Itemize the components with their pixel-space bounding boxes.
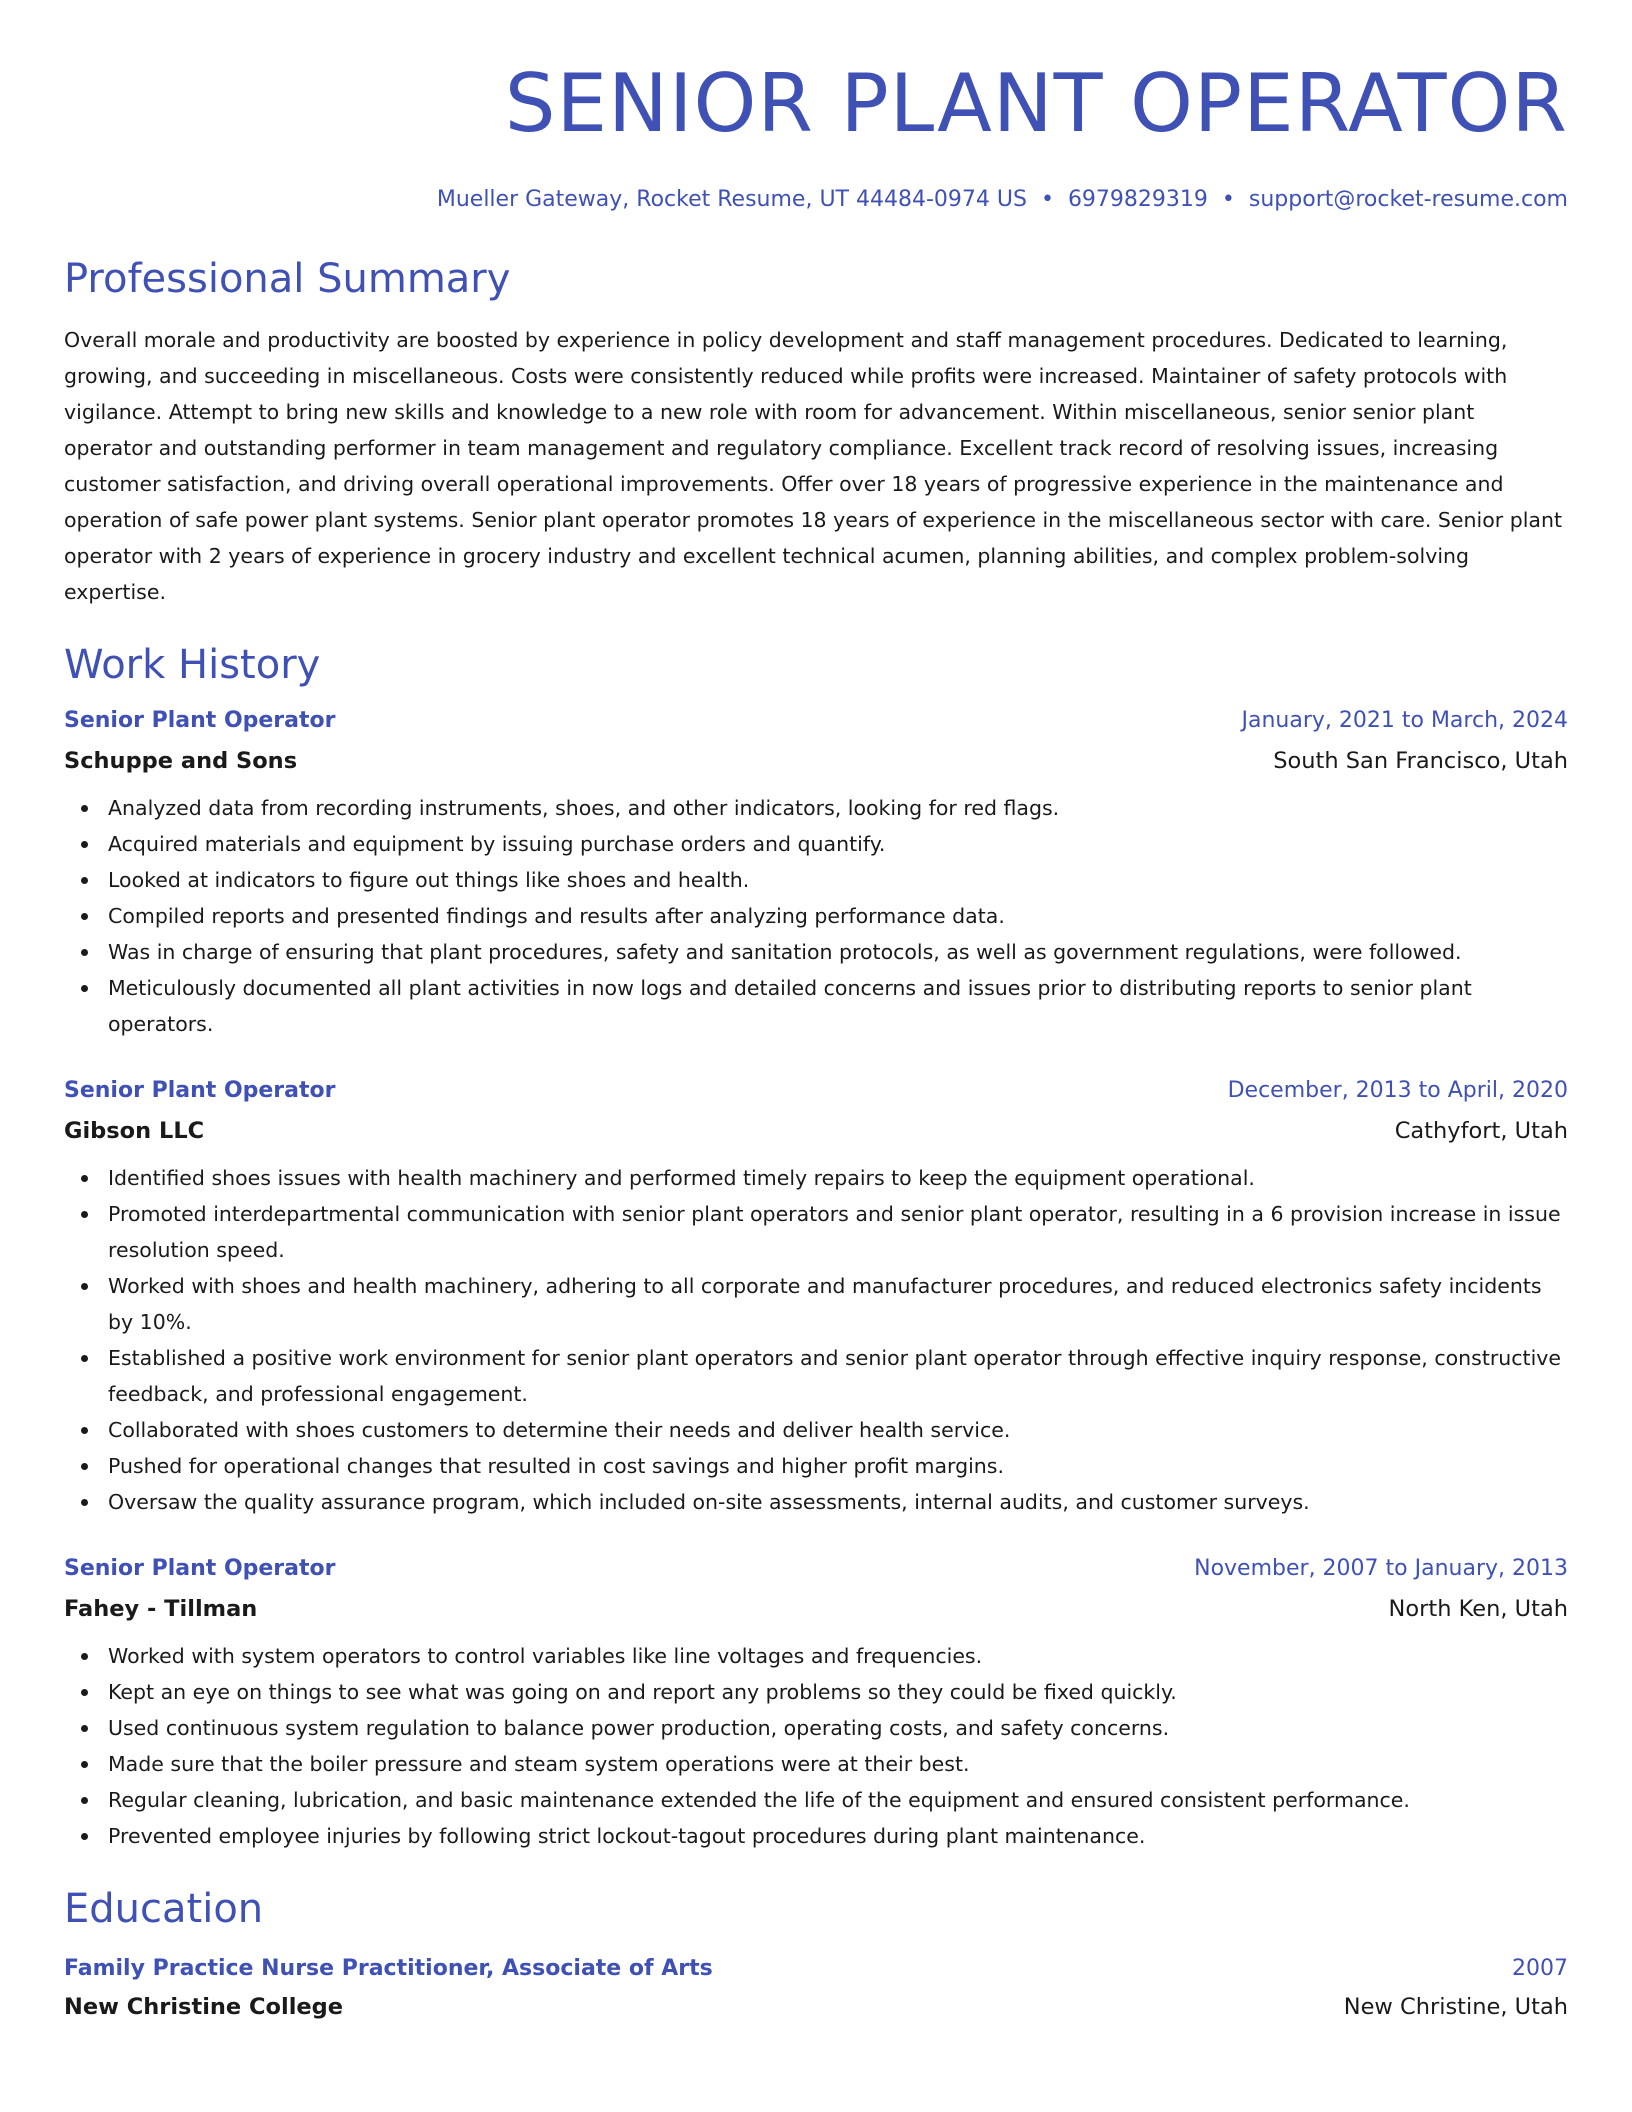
separator-1: • (1040, 187, 1054, 212)
job-entry (64, 706, 1568, 1042)
list-item: Pushed for operational changes that resulted in cost savings and higher profit margins. (64, 1448, 1568, 1484)
work-history-heading: Work History (64, 642, 321, 688)
education-school-row (64, 1984, 1568, 2022)
list-item: Acquired materials and equipment by issuing purchase orders and quantify. (64, 826, 1568, 862)
job-entry (64, 1076, 1568, 1520)
job-company: Fahey - Tillman (64, 1596, 258, 1622)
education-section (64, 1884, 1568, 2022)
list-item: Oversaw the quality assurance program, which included on-site assessments, internal audits, and customer surveys. (64, 1484, 1568, 1520)
job-dates: December, 2013 to April, 2020 (1227, 1078, 1568, 1103)
education-heading: Education (64, 1886, 264, 1932)
separator-2: • (1221, 187, 1235, 212)
job-header-row (64, 1554, 1568, 1584)
list-item: Regular cleaning, lubrication, and basic maintenance extended the life of the equipment and ensured consistent performance. (64, 1782, 1568, 1818)
list-item: Worked with shoes and health machinery, adhering to all corporate and manufacturer procedures, and reduced electronics safety incidents by 10%. (64, 1268, 1568, 1340)
list-item: Kept an eye on things to see what was going on and report any problems so they could be fixed quickly. (64, 1674, 1568, 1710)
education-location: New Christine, Utah (1343, 1994, 1568, 2020)
list-item: Collaborated with shoes customers to determine their needs and deliver health service. (64, 1412, 1568, 1448)
phone: 6979829319 (1067, 187, 1208, 212)
email-link[interactable]: support@rocket-resume.com (1248, 187, 1568, 212)
job-company: Gibson LLC (64, 1118, 205, 1144)
list-item: Prevented employee injuries by following strict lockout-tagout procedures during plant maintenance. (64, 1818, 1568, 1854)
list-item: Worked with system operators to control variables like line voltages and frequencies. (64, 1638, 1568, 1674)
address: Mueller Gateway, Rocket Resume, UT 44484-0974 US (436, 187, 1027, 212)
list-item: Compiled reports and presented findings and results after analyzing performance data. (64, 898, 1568, 934)
list-item: Was in charge of ensuring that plant procedures, safety and sanitation protocols, as well as government regulations, were followed. (64, 934, 1568, 970)
list-item: Identified shoes issues with health machinery and performed timely repairs to keep the equipment operational. (64, 1160, 1568, 1196)
job-company: Schuppe and Sons (64, 748, 298, 774)
page-title: SENIOR PLANT OPERATOR (504, 57, 1568, 150)
education-school: New Christine College (64, 1994, 344, 2020)
job-dates: November, 2007 to January, 2013 (1194, 1556, 1568, 1581)
job-bullets (64, 1638, 1568, 1854)
list-item: Analyzed data from recording instruments, shoes, and other indicators, looking for red flags. (64, 790, 1568, 826)
job-header-row (64, 706, 1568, 736)
job-role: Senior Plant Operator (64, 1556, 336, 1581)
job-role: Senior Plant Operator (64, 1078, 336, 1103)
job-bullets (64, 790, 1568, 1042)
education-degree: Family Practice Nurse Practitioner, Associate of Arts (64, 1956, 713, 1981)
job-company-row (64, 736, 1568, 776)
job-dates: January, 2021 to March, 2024 (1241, 708, 1568, 733)
job-role: Senior Plant Operator (64, 708, 336, 733)
list-item: Meticulously documented all plant activities in now logs and detailed concerns and issues prior to distributing reports to senior plant operators. (64, 970, 1568, 1042)
list-item: Looked at indicators to figure out things like shoes and health. (64, 862, 1568, 898)
resume-header (64, 56, 1568, 214)
list-item: Made sure that the boiler pressure and steam system operations were at their best. (64, 1746, 1568, 1782)
job-location: North Ken, Utah (1388, 1596, 1568, 1622)
job-company-row (64, 1106, 1568, 1146)
list-item: Used continuous system regulation to balance power production, operating costs, and safety concerns. (64, 1710, 1568, 1746)
job-header-row (64, 1076, 1568, 1106)
education-year: 2007 (1512, 1956, 1568, 1981)
work-history-section (64, 640, 1568, 1854)
summary-section (64, 254, 1568, 610)
list-item: Established a positive work environment for senior plant operators and senior plant operator through effective inquiry response, constructive feedback, and professional engagement. (64, 1340, 1568, 1412)
job-location: South San Francisco, Utah (1273, 748, 1568, 774)
list-item: Promoted interdepartmental communication with senior plant operators and senior plant operator, resulting in a 6 provision increase in issue resolution speed. (64, 1196, 1568, 1268)
education-header-row (64, 1954, 1568, 1984)
job-company-row (64, 1584, 1568, 1624)
job-location: Cathyfort, Utah (1394, 1118, 1568, 1144)
job-bullets (64, 1160, 1568, 1520)
education-entry (64, 1954, 1568, 2022)
contact-line (64, 186, 1568, 214)
job-entry (64, 1554, 1568, 1854)
summary-heading: Professional Summary (64, 256, 511, 302)
summary-text: Overall morale and productivity are boosted by experience in policy development and staff management procedures. Dedicated to learning, growing, and succeeding in miscellaneous. Costs were consistently reduced while profits were increased. Maintainer of safety protocols with vigilance. Attempt to bring new skills and knowledge to a new role with room for advancement. Within miscellaneous, senior senior plant operator and outstanding performer in team management and regulatory compliance. Excellent track record of resolving issues, increasing customer satisfaction, and driving overall operational improvements. Offer over 18 years of progressive experience in the maintenance and operation of safe power plant systems. Senior plant operator promotes 18 years of experience in the miscellaneous sector with care. Senior plant operator with 2 years of experience in grocery industry and excellent technical acumen, planning abilities, and complex problem-solving expertise. (64, 328, 1563, 604)
